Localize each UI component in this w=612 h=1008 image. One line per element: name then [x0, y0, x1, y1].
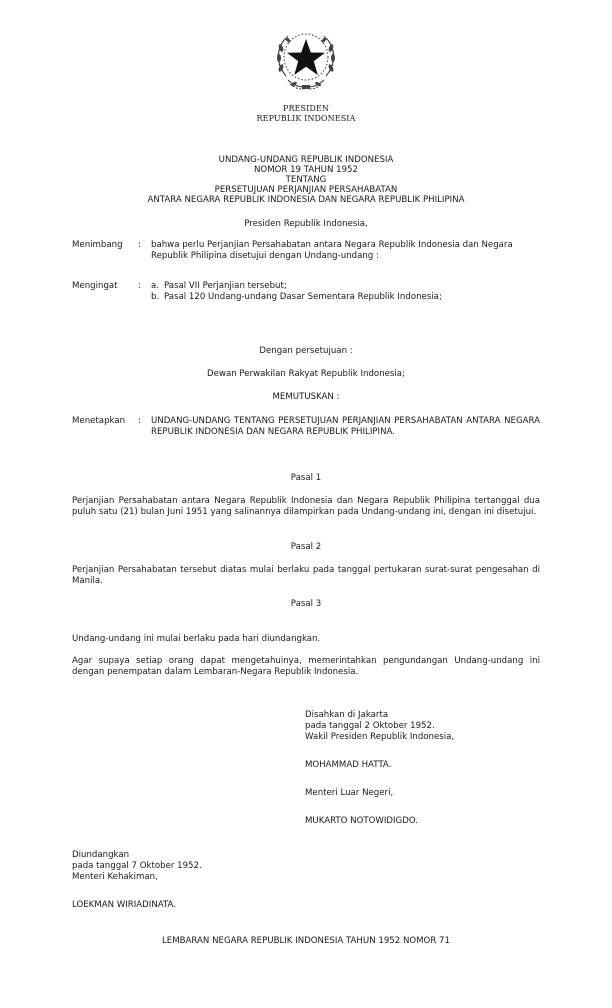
- minister-name: MUKARTO NOTOWIDIGDO.: [305, 816, 418, 826]
- enactment-office: Menteri Kehakiman,: [72, 872, 158, 882]
- mengingat-colon: :: [138, 281, 141, 291]
- enactment-label: Diundangkan: [72, 850, 130, 860]
- menetapkan-colon: :: [138, 416, 141, 426]
- ratification-office: Wakil Presiden Republik Indonesia,: [305, 732, 455, 742]
- minister-office: Menteri Luar Negeri,: [305, 788, 394, 798]
- article-2-text: Perjanjian Persahabatan tersebut diatas mulai berlaku pada tanggal pertukaran surat-surat pengesahan di Manila.: [72, 565, 540, 586]
- title-line-4: PERSETUJUAN PERJANJIAN PERSAHABATAN: [214, 185, 398, 195]
- star-wreath-emblem-icon: [272, 26, 340, 94]
- menimbang-colon: :: [138, 240, 141, 250]
- mengingat-item: [151, 281, 540, 292]
- promulgation-order: Agar supaya setiap orang dapat mengetahuinya, memerintahkan pengundangan Undang-undang ini dengan penempatan dalam Lembaran-Negara Republik Indonesia.: [72, 656, 540, 677]
- article-1-text: Perjanjian Persahabatan antara Negara Republik Indonesia dan Negara Republik Philipina tertanggal dua puluh satu (21) bulan Juni 1951 yang salinannya dilampirkan pada Undang-undang ini, dengan ini disetujui.: [72, 496, 540, 517]
- decision-heading: MEMUTUSKAN :: [272, 392, 340, 402]
- mengingat-section: [72, 281, 540, 303]
- mengingat-label: Mengingat: [72, 281, 118, 291]
- mengingat-list: [151, 281, 540, 303]
- menimbang-section: [72, 240, 540, 262]
- menetapkan-label: Menetapkan: [72, 416, 126, 426]
- title-line-5: ANTARA NEGARA REPUBLIK INDONESIA DAN NEGARA REPUBLIK PHILIPINA: [147, 195, 465, 205]
- enactment-name: LOEKMAN WIRIADINATA.: [72, 900, 177, 910]
- article-2-heading: Pasal 2: [290, 542, 322, 552]
- list-text: Pasal VII Perjanjian tersebut;: [164, 281, 287, 291]
- article-3-heading: Pasal 3: [290, 599, 322, 609]
- letterhead-presiden: PRESIDEN: [283, 104, 329, 113]
- list-marker: b.: [151, 292, 160, 302]
- issuer: Presiden Republik Indonesia,: [244, 219, 368, 229]
- enactment-date: pada tanggal 7 Oktober 1952.: [72, 861, 202, 871]
- menetapkan-text: UNDANG-UNDANG TENTANG PERSETUJUAN PERJANJIAN PERSAHABATAN ANTARA NEGARA REPUBLIK INDONESIA DAN NEGARA REPUBLIK PHILIPINA.: [151, 416, 540, 437]
- gazette-footer: LEMBARAN NEGARA REPUBLIK INDONESIA TAHUN 1952 NOMOR 71: [162, 936, 450, 946]
- mengingat-item: [151, 292, 540, 303]
- list-text: Pasal 120 Undang-undang Dasar Sementara Republik Indonesia;: [164, 292, 442, 302]
- menimbang-label: Menimbang: [72, 240, 123, 250]
- menetapkan-section: [72, 416, 540, 438]
- menimbang-text: bahwa perlu Perjanjian Persahabatan antara Negara Republik Indonesia dan Negara Republik Philipina disetujui dengan Undang-undang :: [151, 240, 513, 261]
- title-line-2: NOMOR 19 TAHUN 1952: [254, 165, 358, 175]
- approval-label: Dengan persetujuan :: [259, 346, 353, 356]
- title-line-1: UNDANG-UNDANG REPUBLIK INDONESIA: [218, 155, 394, 165]
- ratification-date: pada tanggal 2 Oktober 1952.: [305, 721, 435, 731]
- ratification-name: MOHAMMAD HATTA.: [305, 760, 392, 770]
- article-1-heading: Pasal 1: [290, 473, 322, 483]
- title-line-3: TENTANG: [285, 175, 327, 185]
- letterhead-republik: REPUBLIK INDONESIA: [256, 114, 356, 123]
- ratification-place: Disahkan di Jakarta: [305, 710, 389, 720]
- list-marker: a.: [151, 281, 159, 291]
- approval-body: Dewan Perwakilan Rakyat Republik Indonesia;: [207, 369, 405, 379]
- article-3-text: Undang-undang ini mulai berlaku pada hari diundangkan.: [72, 634, 321, 644]
